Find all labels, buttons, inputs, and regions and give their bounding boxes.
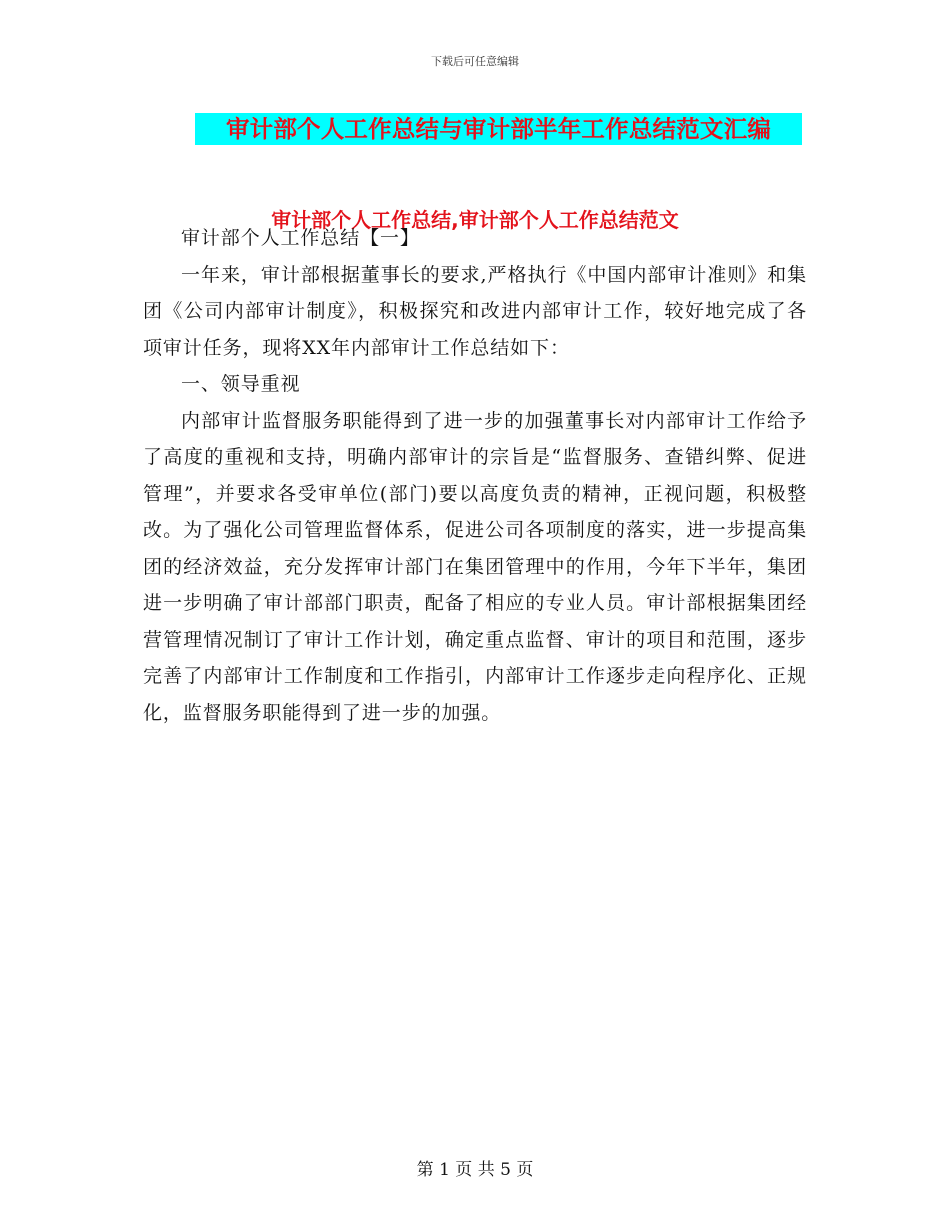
section-heading-one: 审计部个人工作总结【一】 [181, 227, 420, 249]
document-body [143, 220, 807, 731]
leadership-paragraph: 内部审计监督服务职能得到了进一步的加强董事长对内部审计工作给予了高度的重视和支持，明确内部审计的宗旨是“监督服务、查错纠弊、促进管理”，并要求各受审单位(部门)要以高度负责的精神，正视问题，积极整改。为了强化公司管理监督体系，促进公司各项制度的落实，进一步提高集团的经济效益，充分发挥审计部门在集团管理中的作用，今年下半年，集团进一步明确了审计部部门职责，配备了相应的专业人员。审计部根据集团经营管理情况制订了审计工作计划，确定重点监督、审计的项目和范围，逐步完善了内部审计工作制度和工作指引，内部审计工作逐步走向程序化、正规化，监督服务职能得到了进一步的加强。 [143, 409, 807, 724]
section-heading-leadership: 一、领导重视 [181, 373, 301, 395]
document-sub-title: 审计部个人工作总结,审计部个人工作总结范文 [271, 208, 679, 232]
document-main-title: 审计部个人工作总结与审计部半年工作总结范文汇编 [195, 113, 802, 145]
page-header-note: 下载后可任意编辑 [431, 55, 519, 68]
intro-paragraph: 一年来，审计部根据董事长的要求,严格执行《中国内部审计准则》和集团《公司内部审计制度》，积极探究和改进内部审计工作，较好地完成了各项审计任务，现将XX年内部审计工作总结如下： [143, 263, 807, 359]
page-footer: 第 1 页 共 5 页 [416, 1160, 534, 1180]
